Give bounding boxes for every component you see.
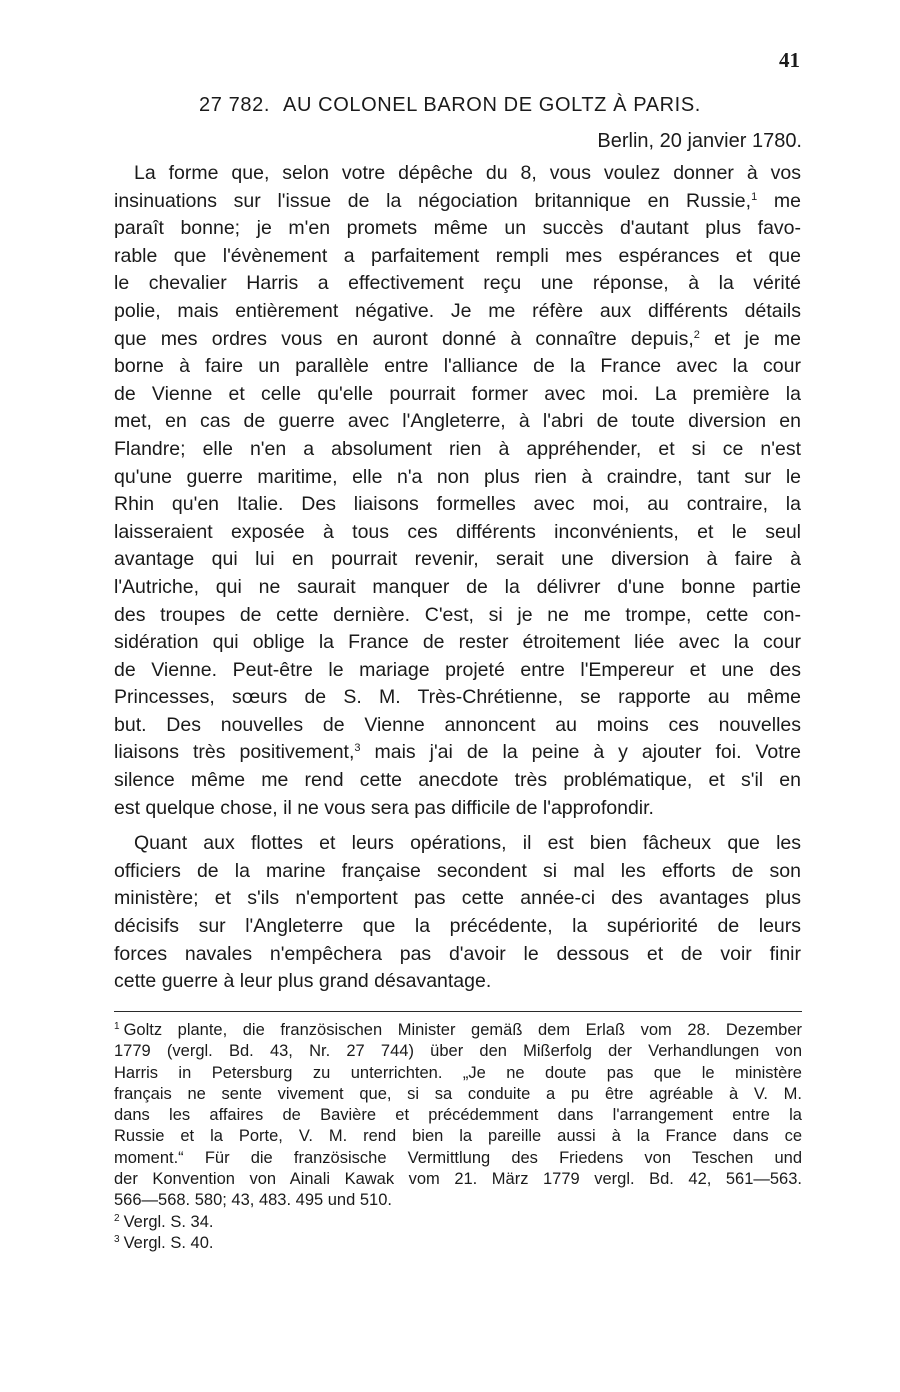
text-line: officiers de la marine française secondent si mal les efforts de son	[114, 859, 801, 882]
text-line: l'Autriche, qui ne saurait manquer de la délivrer d'une bonne partie	[114, 575, 801, 598]
footnote-line: Harris in Petersburg zu unterrichten. „Je ne doute pas que le ministère	[114, 1063, 802, 1082]
footnote-3: $^3$ Vergl. S. 40.	[114, 1233, 214, 1252]
text-line: liaisons très positivement,$^3$ mais j'ai de la peine à y ajouter foi. Votre	[114, 741, 801, 764]
footnote-line: der Konvention von Ainali Kawak vom 21. März 1779 vergl. Bd. 42, 561—563.	[114, 1170, 802, 1189]
text-line: qu'une guerre maritime, elle n'a non plus rien à craindre, tant sur le	[114, 465, 801, 488]
paragraph-1	[114, 160, 801, 822]
text-line: laisseraient exposée à tous ces différents inconvénients, et le seul	[114, 520, 801, 543]
text-line: ministère; et s'ils n'emportent pas cette année-ci des avantages plus	[114, 887, 801, 910]
footnote-line: dans les affaires de Bavière et précédemment dans l'arrangement entre la	[114, 1106, 802, 1125]
text-line: insinuations sur l'issue de la négociation britannique en Russie,$^1$ me	[114, 189, 801, 212]
paragraph-2	[114, 830, 801, 996]
text-line: que mes ordres vous en auront donné à connaître depuis,$^2$ et je me	[114, 327, 801, 350]
letter-body	[114, 160, 801, 996]
page-number: 41	[779, 48, 800, 72]
text-line: Flandre; elle n'en a absolument rien à appréhender, et si ce n'est	[114, 437, 801, 460]
text-line: but. Des nouvelles de Vienne annoncent au moins ces nouvelles	[114, 713, 801, 736]
footnote-line: français ne sente vivement que, si sa conduite a pu être agréable à V. M.	[114, 1084, 802, 1103]
footnote-line: moment.“ Für die französische Vermittlung des Friedens von Teschen und	[114, 1148, 802, 1167]
footnote-line: Russie et la Porte, V. M. rend bien la pareille aussi à la France dans ce	[114, 1127, 802, 1146]
text-line: paraît bonne; je m'en promets même un succès d'autant plus favo-	[114, 217, 801, 240]
text-line: cette guerre à leur plus grand désavantage.	[114, 970, 492, 993]
dateline: Berlin, 20 janvier 1780.	[597, 130, 802, 152]
text-line: borne à faire un parallèle entre l'alliance de la France avec la cour	[114, 355, 801, 378]
text-line: silence même me rend cette anecdote très problématique, et s'il en	[114, 769, 801, 792]
text-line: des troupes de cette dernière. C'est, si je ne me trompe, cette con-	[114, 603, 801, 626]
text-line: le chevalier Harris a effectivement reçu une réponse, à la vérité	[114, 272, 801, 295]
text-line: avantage qui lui en pourrait revenir, serait une diversion à faire à	[114, 548, 801, 571]
letter-number: 27 782.	[199, 94, 270, 116]
text-line: de Vienne et celle qu'elle pourrait former avec moi. La première la	[114, 382, 801, 405]
letter-title: AU COLONEL BARON DE GOLTZ À PARIS.	[283, 94, 701, 116]
text-line: décisifs sur l'Angleterre que la précédente, la supériorité de leurs	[114, 915, 801, 938]
footnote-2: $^2$ Vergl. S. 34.	[114, 1212, 214, 1231]
text-line: La forme que, selon votre dépêche du 8, vous voulez donner à vos	[134, 162, 801, 184]
footnote-marker: 3	[114, 1233, 120, 1245]
footnote-line: 1779 (vergl. Bd. 43, Nr. 27 744) über den Mißerfolg der Verhandlungen von	[114, 1042, 802, 1061]
footnote-marker: 2	[114, 1212, 120, 1224]
text-line: met, en cas de guerre avec l'Angleterre, à l'abri de toute diversion en	[114, 410, 801, 433]
text-line: polie, mais entièrement négative. Je me réfère aux différents détails	[114, 299, 801, 322]
text-line: forces navales n'empêchera pas d'avoir le dessous et de voir finir	[114, 942, 801, 965]
footnote-ref: 2	[693, 328, 700, 341]
footnote-marker: 1	[114, 1021, 120, 1032]
letter-heading	[0, 94, 900, 117]
footnotes	[114, 1020, 802, 1254]
text-line: est quelque chose, il ne vous sera pas difficile de l'approfondir.	[114, 796, 654, 819]
footnote-line: 566—568. 580; 43, 483. 495 und 510.	[114, 1191, 392, 1210]
text-line: Rhin qu'en Italie. Des liaisons formelles avec moi, au contraire, la	[114, 493, 801, 516]
footnote-divider	[114, 1011, 802, 1012]
footnote-1: $^1$ Goltz plante, die französischen Minister gemäß dem Erlaß vom 28. Dezember	[114, 1021, 802, 1039]
text-line: de Vienne. Peut-être le mariage projeté entre l'Empereur et une des	[114, 658, 801, 681]
text-line: sidération qui oblige la France de rester étroitement liée avec la cour	[114, 631, 801, 654]
footnote-ref: 1	[751, 190, 758, 203]
footnote-ref: 3	[354, 742, 361, 755]
text-line: Princesses, sœurs de S. M. Très-Chrétienne, se rapporte au même	[114, 686, 801, 709]
text-line: rable que l'évènement a parfaitement rempli mes espérances et que	[114, 244, 801, 267]
text-line: Quant aux flottes et leurs opérations, il est bien fâcheux que les	[134, 832, 801, 855]
